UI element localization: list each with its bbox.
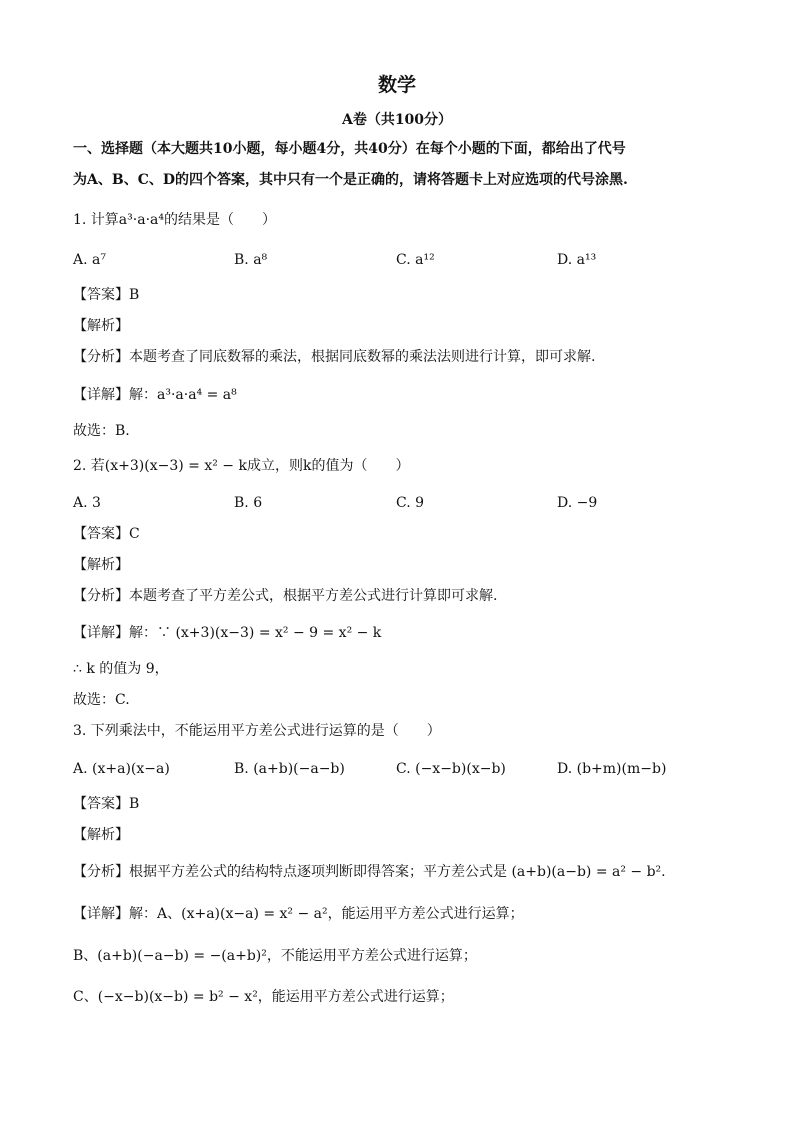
question-2-option-b: B. 6: [234, 495, 263, 511]
question-3-stem: 3. 下列乘法中，不能运用平方差公式进行运算的是（ ）: [73, 723, 441, 739]
question-3-option-c: C. (−x−b)(x−b): [396, 761, 506, 777]
question-3-detail-c: C、(−x−b)(x−b) = b² − x²，能运用平方差公式进行运算；: [73, 989, 454, 1005]
question-2-option-d: D. −9: [557, 495, 598, 511]
question-2-conclusion: 故选：C.: [73, 692, 130, 708]
question-2-analysis: 【分析】本题考查了平方差公式，根据平方差公式进行计算即可求解.: [73, 588, 498, 604]
question-2-option-a: A. 3: [73, 495, 101, 511]
question-3-answer: 【答案】B: [73, 796, 140, 812]
question-2-option-c: C. 9: [396, 495, 425, 511]
question-1-jiexi: 【解析】: [73, 318, 129, 334]
question-1-option-c: C. a¹²: [396, 252, 435, 268]
question-1-detail: 【详解】解：a³·a·a⁴ = a⁸: [73, 387, 237, 403]
question-2-detail: 【详解】解：∵ (x+3)(x−3) = x² − 9 = x² − k: [73, 625, 382, 641]
question-3-option-b: B. (a+b)(−a−b): [234, 761, 345, 777]
question-1-option-d: D. a¹³: [557, 252, 597, 268]
question-2-extra: ∴ k 的值为 9，: [73, 661, 169, 677]
question-3-detail-b: B、(a+b)(−a−b) = −(a+b)²，不能运用平方差公式进行运算；: [73, 948, 477, 964]
question-3-analysis: 【分析】根据平方差公式的结构特点逐项判断即得答案；平方差公式是 (a+b)(a−b) = a² − b².: [73, 864, 666, 880]
question-3-detail-a: 【详解】解：A、(x+a)(x−a) = x² − a²，能运用平方差公式进行运算；: [73, 906, 524, 922]
question-1-stem: 1. 计算a³·a·a⁴的结果是（ ）: [73, 212, 276, 228]
question-1-option-b: B. a⁸: [234, 252, 268, 268]
page-title: 数学: [377, 74, 416, 96]
question-3-option-d: D. (b+m)(m−b): [557, 761, 667, 777]
question-2-jiexi: 【解析】: [73, 557, 129, 573]
page-subtitle: A卷（共100分）: [341, 112, 453, 128]
question-3-option-a: A. (x+a)(x−a): [73, 761, 170, 777]
question-2-answer: 【答案】C: [73, 526, 140, 542]
question-1-option-a: A. a⁷: [73, 252, 106, 268]
section-heading-line1: 一、选择题（本大题共10小题，每小题4分，共40分）在每个小题的下面，都给出了代号: [73, 141, 626, 157]
question-3-jiexi: 【解析】: [73, 827, 129, 843]
question-2-stem: 2. 若(x+3)(x−3) = x² − k成立，则k的值为（ ）: [73, 458, 410, 474]
section-heading-line2: 为A、B、C、D的四个答案，其中只有一个是正确的，请将答题卡上对应选项的代号涂黑.: [73, 172, 628, 188]
question-1-conclusion: 故选：B.: [73, 423, 130, 439]
question-1-analysis: 【分析】本题考查了同底数幂的乘法，根据同底数幂的乘法法则进行计算，即可求解.: [73, 349, 596, 365]
question-1-answer: 【答案】B: [73, 287, 140, 303]
